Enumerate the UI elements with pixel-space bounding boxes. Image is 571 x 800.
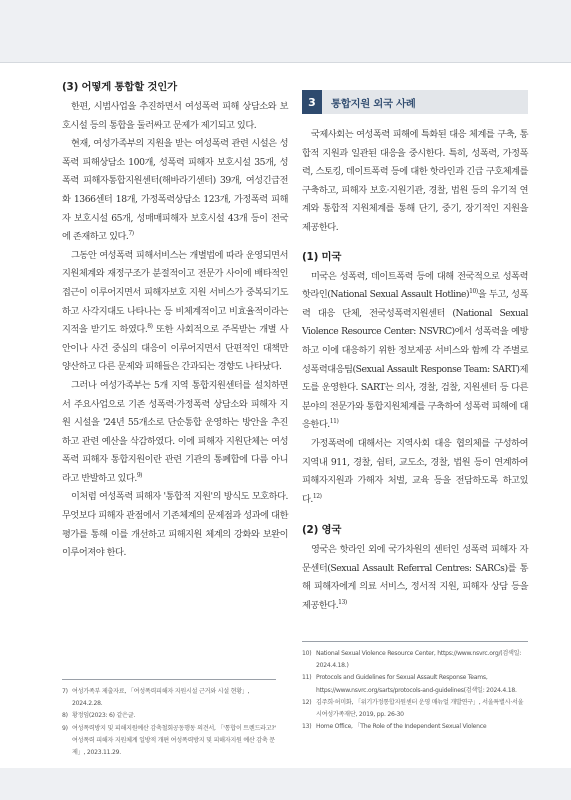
paragraph: 현재, 여성가족부의 지원을 받는 여성폭력 관련 시설은 성폭력 피해상담소 100개, 성폭력 피해자 보호시설 35개, 성폭력 피해자통합지원센터(해바라기센터) 39개, 여성긴급전화 1366센터 18개, 가정폭력상담소 123개, 가정폭력 피해자 보호시설 65개, 성매매피해자 보호시설 43개 등이 전국에 존재하고 있다.$^{7)}$ bbox=[62, 138, 288, 243]
footnote: 7) 여성가족부 제출자료, 「여성폭력피해자 지원시설 근거와 시설 현황」, 2024.2.28. bbox=[62, 688, 250, 708]
paragraph: 가정폭력에 대해서는 지역사회 대응 협의체를 구성하여 지역내 911, 경찰, 쉼터, 교도소, 경찰, 법원 등이 연계하여 피해자지원과 가해자 처벌, 교육 등을 전담하도록 하고있다.$^{12)}$ bbox=[302, 437, 528, 505]
footnote: 8) 황정임(2023: 6) 같은글. bbox=[62, 712, 136, 720]
section-number: 3 bbox=[302, 90, 322, 114]
footer-band bbox=[0, 768, 571, 800]
footnote: 11) Protocols and Guidelines for Sexual Assault Response Teams, https://www.nsvrc.org/sarts/protocols-and-guidelines(검색일: 2024.4.18. bbox=[302, 674, 517, 694]
footnote-ref[interactable]: 10) bbox=[469, 288, 478, 296]
footnote: 9) 여성폭력방지 및 피해지원예산 감축철회공동행동 의견서, 「'통합이 트렌드라고?' 여성폭력 피해자 지원체계 일방적 개편 여성폭력방지 및 피해자지원 예산 감축 문제」, 2023.11.29. bbox=[62, 724, 276, 757]
footnote-ref[interactable]: 12) bbox=[312, 492, 322, 500]
footnote-ref[interactable]: 8) bbox=[147, 323, 153, 331]
left-footnotes bbox=[62, 686, 276, 759]
subheading-integration: (3) 어떻게 통합할 것인가 bbox=[62, 81, 177, 93]
section-header bbox=[302, 90, 528, 114]
paragraph: 이처럼 여성폭력 피해자 '통합적 지원'의 방식도 모호하다. 무엇보다 피해자 관점에서 기존체계의 문제점과 성과에 대한 평가를 통해 이를 개선하고 피해지원 체계의 강화와 보완이 이루어져야 한다. bbox=[62, 491, 288, 559]
section-title: 통합지원 외국 사례 bbox=[331, 97, 416, 110]
right-footnotes bbox=[302, 648, 528, 733]
footnote-ref[interactable]: 11) bbox=[329, 418, 339, 426]
subheading-usa: (1) 미국 bbox=[302, 250, 342, 263]
header-divider bbox=[0, 62, 571, 63]
footnote-ref[interactable]: 7) bbox=[128, 230, 134, 238]
subheading-uk: (2) 영국 bbox=[302, 524, 342, 537]
paragraph: 국제사회는 여성폭력 피해에 특화된 대응 체계를 구축, 통합적 지원과 일관된 대응을 중시한다. 특히, 성폭력, 가정폭력, 스토킹, 데이트폭력 등에 대한 핫라인과 긴급 구호체계를 구축하고, 피해자 보호·지원기관, 경찰, 법원 등의 유기적 연계와 통합적 지원체계를 통해 단기, 중기, 장기적인 지원을 제공한다. bbox=[302, 129, 528, 233]
paragraph: 그러나 여성가족부는 5개 지역 통합지원센터를 설치하면서 주요사업으로 기존 성폭력·가정폭력 상담소와 피해자 지원 시설을 '24년 55개소로 단순통합 운영하는 방안을 추진하고 관련 예산을 삭감하였다. 이에 피해자 지원단체는 여성폭력 피해자 통합지원이란 관련 기관의 통폐합에 다름 아니라고 반발하고 있다.$^{9)}$ bbox=[62, 379, 288, 484]
footnote: 12) 김주희·허미화, 「위기가정통합지원센터 운영 매뉴얼 개발연구」, 서울특별시·서울시여성가족재단, 2019, pp. 26-30 bbox=[302, 698, 524, 719]
paragraph: 미국은 성폭력, 데이트폭력 등에 대해 전국적으로 성폭력 핫라인(National Sexual Assault Hotline)$^{10)}$을 두고, 성폭력 대응 단체, 전국성폭력지원센터 (National Sexual Violence Resource Center: NSVRC)에서 성폭력을 예방하고 이에 대응하기 위한 정보제공 서비스와 함께 각 주별로 성폭력대응팀(Sexual Assault Response Team: SART)제도를 운영한다. SART는 의사, 경찰, 검찰, 지원센터 등 다른 분야의 전문가와 통합지원체계를 구축하여 성폭력 피해에 대응한다.$^{11)}$ bbox=[302, 270, 528, 431]
header-band bbox=[0, 0, 571, 62]
footnote-ref[interactable]: 13) bbox=[338, 599, 347, 606]
paragraph: 한편, 시범사업을 추진하면서 여성폭력 피해 상담소와 보호시설 등의 통합을 둘러싸고 문제가 제기되고 있다. bbox=[62, 101, 288, 131]
left-column bbox=[62, 78, 288, 563]
right-column bbox=[302, 78, 528, 616]
footnote: 10) National Sexual Violence Resource Center, https://www.nsvrc.org/(검색일: 2024.4.18.) bbox=[302, 650, 522, 670]
footnote-ref[interactable]: 9) bbox=[136, 471, 143, 479]
footnote-divider bbox=[62, 679, 276, 680]
paragraph: 그동안 여성폭력 피해서비스는 개별법에 따라 운영되면서 지원체계와 재정구조가 분절적이고 전문가 사이에 배타적인 접근이 이루어지면서 피해자보호 지원 서비스가 중복되기도 하고 사각지대도 나타나는 등 비체계적이고 비효율적이라는 지적을 받기도 하였다.$^{8)}$ 또한 사회적으로 주목받는 개별 사안이나 사건 중심의 대응이 이루어지면서 단편적인 대책만 양산하고 다른 문제와 피해들은 간과되는 경향도 나타났다. bbox=[62, 249, 288, 373]
footnote-divider bbox=[302, 641, 528, 642]
footnote: 13) Home Office, 「The Role of the Independent Sexual Violence bbox=[302, 723, 487, 731]
paragraph: 영국은 핫라인 외에 국가차원의 센터인 성폭력 피해자 자문센터(Sexual Assault Referral Centres: SARCs)를 통해 피해자에게 의료 서비스, 정서적 지원, 피해자 상담 등을 제공한다.$^{13)}$ bbox=[302, 544, 528, 612]
